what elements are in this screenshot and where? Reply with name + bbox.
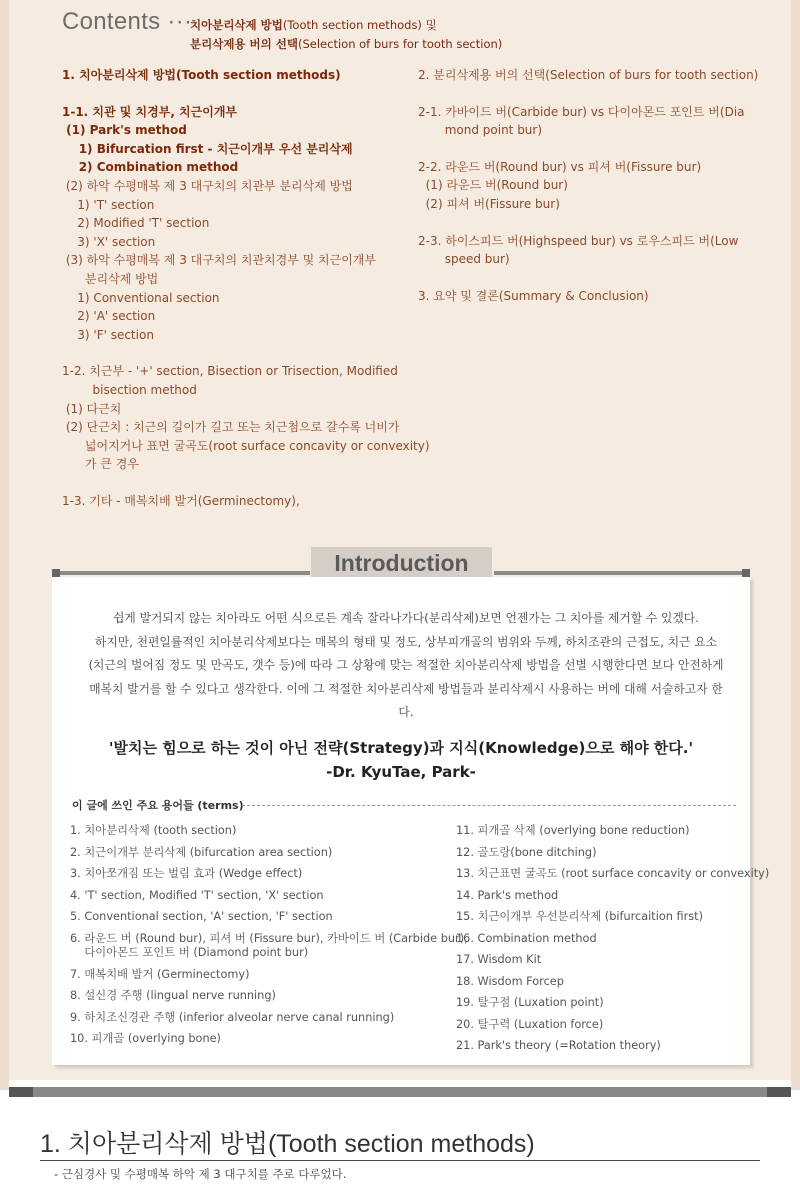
toc-spacer bbox=[62, 344, 430, 362]
toc-item: 1) Bifurcation first - 치근이개부 우선 분리삭제 bbox=[62, 141, 353, 156]
term-item: 다이아몬드 포인트 버 (Diamond point bur) bbox=[70, 945, 309, 959]
contents-subtitle bbox=[190, 16, 502, 54]
term-item: 21. Park's theory (=Rotation theory) bbox=[456, 1039, 661, 1052]
toc-item: (2) 피셔 버(Fissure bur) bbox=[418, 196, 560, 211]
term-item: 9. 하치조신경관 주행 (inferior alveolar nerve canal running) bbox=[70, 1010, 395, 1024]
terms-heading: 이 글에 쓰인 주요 용어들 (terms) bbox=[72, 799, 244, 812]
toc-item: 1-3. 기타 - 매복치배 발거(Germinectomy), bbox=[62, 493, 300, 508]
toc-item: 2-2. 라운드 버(Round bur) vs 피셔 버(Fissure bur) bbox=[418, 159, 702, 174]
toc-item: 분리삭제 방법 bbox=[62, 271, 159, 286]
term-item: 14. Park's method bbox=[456, 888, 559, 902]
contents-heading bbox=[62, 8, 192, 36]
toc-item: 3. 요약 및 결론(Summary & Conclusion) bbox=[418, 288, 649, 303]
toc-item: (2) 하악 수평매복 제 3 대구치의 치관부 분리삭제 방법 bbox=[62, 178, 353, 193]
toc-item: 3) 'X' section bbox=[62, 234, 156, 249]
toc-item: (2) 단근치 : 치근의 길이가 길고 또는 치근첨으로 갈수록 너비가 bbox=[62, 420, 400, 435]
toc-item: (1) Park's method bbox=[62, 123, 187, 138]
term-item: 20. 탈구력 (Luxation force) bbox=[456, 1017, 604, 1031]
toc-item: (1) 다근치 bbox=[62, 401, 122, 416]
toc-item: 1-1. 치관 및 치경부, 치근이개부 bbox=[62, 104, 238, 119]
terms-right-list bbox=[456, 820, 769, 1057]
terms-left-list bbox=[70, 820, 468, 1050]
quote-author: -Dr. KyuTae, Park- bbox=[326, 763, 476, 781]
intro-rule-left bbox=[52, 571, 310, 575]
toc-item: 2) Combination method bbox=[62, 160, 239, 175]
term-item: 11. 피개골 삭제 (overlying bone reduction) bbox=[456, 824, 690, 837]
term-item: 5. Conventional section, 'A' section, 'F' section bbox=[70, 910, 333, 923]
toc-item: bisection method bbox=[62, 382, 197, 397]
contents-sub-bold-2: 분리삭제용 버의 선택 bbox=[190, 37, 298, 51]
toc-item: (3) 하악 수평매복 제 3 대구치의 치관치경부 및 치근이개부 bbox=[62, 253, 376, 268]
quote-text: '발치는 힘으로 하는 것이 아닌 전략(Strategy)과 지식(Knowledge)으로 해야 한다.' bbox=[108, 739, 694, 757]
toc-spacer bbox=[62, 85, 430, 103]
toc-item: 2-3. 하이스피드 버(Highspeed bur) vs 로우스피드 버(Low bbox=[418, 233, 739, 248]
toc-spacer bbox=[418, 85, 758, 103]
term-item: 2. 치근이개부 분리삭제 (bifurcation area section) bbox=[70, 845, 333, 859]
toc-item: 1-2. 치근부 - '+' section, Bisection or Trisection, Modified bbox=[62, 364, 398, 379]
contents-sub-bold-1: 치아분리삭제 방법 bbox=[190, 18, 283, 32]
intro-line: 매복치 발거를 할 수 있다고 생각한다. 이에 그 적절한 치아분리삭제 방법들과 분리삭제시 사용하는 버에 대해 서술하고자 한다. bbox=[89, 681, 723, 719]
term-item: 4. 'T' section, Modified 'T' section, 'X' section bbox=[70, 888, 324, 902]
toc-item: 2) Modified 'T' section bbox=[62, 216, 210, 231]
toc-item: mond point bur) bbox=[418, 123, 543, 138]
toc-item: 가 큰 경우 bbox=[62, 457, 139, 472]
toc-item: 2. 분리삭제용 버의 선택(Selection of burs for tooth section) bbox=[418, 68, 759, 82]
contents-sub-rest-2: (Selection of burs for tooth section) bbox=[298, 37, 503, 51]
contents-title: Contents ··· bbox=[62, 8, 193, 35]
term-item: 7. 매복치배 발거 (Germinectomy) bbox=[70, 967, 250, 981]
toc-item: 1) 'T' section bbox=[62, 197, 155, 212]
term-item: 8. 설신경 주행 (lingual nerve running) bbox=[70, 989, 276, 1002]
toc-spacer bbox=[62, 474, 430, 492]
term-item: 12. 골도랑(bone ditching) bbox=[456, 845, 597, 859]
term-item: 3. 치아쪼개짐 또는 벌림 효과 (Wedge effect) bbox=[70, 867, 303, 880]
toc-item: 1) Conventional section bbox=[62, 290, 220, 305]
term-item: 13. 치근표면 굴곡도 (root surface concavity or convexity) bbox=[456, 867, 770, 880]
term-item: 6. 라운드 버 (Round bur), 피셔 버 (Fissure bur), 카바이드 버 (Carbide bur), bbox=[70, 931, 468, 945]
toc-spacer bbox=[418, 269, 758, 287]
intro-line: 하지만, 천편일률적인 치아분리삭제보다는 매복의 형태 및 정도, 상부피개골의 범위와 두께, 하치조관의 근접도, 치근 요소 bbox=[94, 634, 718, 649]
toc-item: 넓어지거나 표면 굴곡도(root surface concavity or convexity) bbox=[62, 438, 430, 453]
toc-item: 2-1. 카바이드 버(Carbide bur) vs 다이아몬드 포인트 버(Dia bbox=[418, 104, 745, 119]
left-frame bbox=[0, 0, 9, 1090]
toc-spacer bbox=[418, 214, 758, 232]
term-item: 1. 치아분리삭제 (tooth section) bbox=[70, 824, 237, 837]
toc-item: 2) 'A' section bbox=[62, 309, 156, 324]
toc-item: (1) 라운드 버(Round bur) bbox=[418, 178, 568, 193]
intro-rule-right bbox=[494, 571, 750, 575]
toc-item: 1. 치아분리삭제 방법(Tooth section methods) bbox=[62, 68, 341, 82]
toc-left-column bbox=[62, 66, 430, 510]
introduction-tab: Introduction bbox=[311, 547, 492, 580]
intro-line: (치근의 벌어짐 정도 및 만곡도, 갯수 등)에 따라 그 상황에 맞는 적절한 치아분리삭제 방법을 선별 시행한다면 보다 안전하게 bbox=[88, 658, 724, 672]
term-item: 15. 치근이개부 우선분리삭제 (bifurcaition first) bbox=[456, 910, 704, 923]
toc-right-column bbox=[418, 66, 758, 305]
toc-item: speed bur) bbox=[418, 252, 510, 267]
term-item: 18. Wisdom Forcep bbox=[456, 974, 564, 988]
introduction-text bbox=[86, 607, 726, 725]
term-item: 19. 탈구점 (Luxation point) bbox=[456, 996, 604, 1009]
term-item: 17. Wisdom Kit bbox=[456, 953, 542, 966]
section-subtitle: - 근심경사 및 수평매복 하악 제 3 대구치를 주로 다루었다. bbox=[54, 1167, 347, 1181]
introduction-box bbox=[52, 577, 770, 1065]
term-item: 16. Combination method bbox=[456, 931, 597, 945]
section-title: 1. 치아분리삭제 방법(Tooth section methods) bbox=[40, 1130, 535, 1158]
right-frame bbox=[791, 0, 800, 1090]
toc-spacer bbox=[418, 140, 758, 158]
terms-dashed-rule bbox=[242, 805, 736, 806]
section-divider bbox=[9, 1087, 791, 1097]
contents-sub-rest-1: (Tooth section methods) 및 bbox=[282, 18, 437, 32]
term-item: 10. 피개골 (overlying bone) bbox=[70, 1032, 221, 1045]
intro-line: 쉽게 발거되지 않는 치아라도 어떤 식으로든 계속 잘라나가다(분리삭제)보면 언젠가는 그 치아를 제거할 수 있겠다. bbox=[113, 611, 699, 625]
toc-item: 3) 'F' section bbox=[62, 327, 154, 342]
section-rule bbox=[40, 1160, 760, 1161]
